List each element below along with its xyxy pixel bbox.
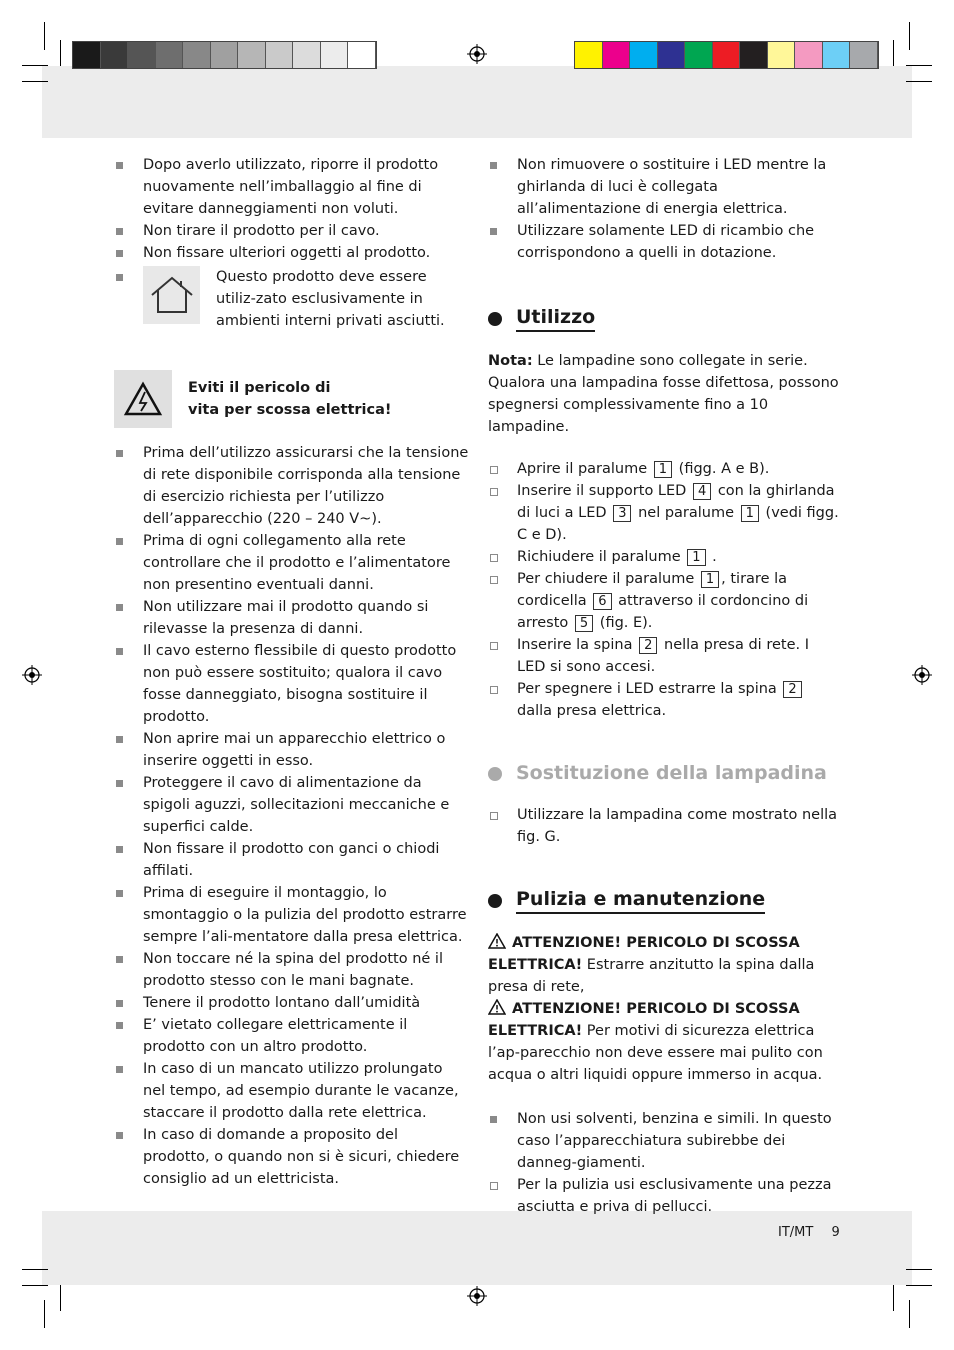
registration-mark-icon [467,1286,487,1306]
crop-mark [909,1300,910,1328]
part-number: 1 [741,505,759,522]
swatch [685,42,713,68]
list-item [114,772,469,838]
swatch [266,42,294,68]
list-item-text: Non tirare il prodotto per il cavo. [143,223,380,239]
part-number: 4 [693,483,711,500]
step-item [488,568,840,634]
swatch [156,42,184,68]
crop-mark [893,1285,894,1311]
list-item-text: Non fissare il prodotto con ganci o chiodi affilati. [143,841,440,879]
warning-text: Estrarre anzitutto la spina dalla presa di rete, [488,957,815,995]
registration-mark-icon [467,44,487,64]
list-item [114,948,469,992]
warning-bold: ATTENZIONE! PERICOLO DI SCOSSA ELETTRICA! [488,1001,800,1039]
step-item [488,678,840,722]
heading-bullet-icon [488,767,502,781]
swatch [713,42,741,68]
warning-text: Per motivi di sicurezza elettrica l’ap-parecchio non deve essere mai pulito con acqua o altri liquidi oppure immerso in acqua. [488,1023,823,1083]
part-number: 1 [687,549,705,566]
cleaning-warning-2 [488,998,840,1086]
swatch [823,42,851,68]
crop-mark [22,81,48,82]
list-item [488,154,840,220]
note-label: Nota: [488,353,533,369]
warning-triangle-icon [488,999,506,1015]
list-item-house [114,266,469,332]
swatch [183,42,211,68]
swatch [211,42,239,68]
list-item-text: Prima di ogni collegamento alla rete controllare che il prodotto e l’alimentatore non presentino eventuali danni. [143,533,451,593]
step-text: . [707,549,717,565]
swatch [238,42,266,68]
heading-text: Utilizzo [516,306,595,332]
list-item [114,596,469,640]
part-number: 5 [575,615,593,632]
step-item [488,804,840,848]
list-item [488,1108,840,1174]
list-item-text: Prima dell’utilizzo assicurarsi che la tensione di rete disponibile corrisponda alla tensione di esercizio richiesta per l’utilizzo dell’apparecchio (220 – 240 V~). [143,445,469,527]
list-item-text: Non utilizzare mai il prodotto quando si rilevasse la presenza di danni. [143,599,429,637]
swatch [795,42,823,68]
swatch [128,42,156,68]
swatch [603,42,631,68]
list-item-text: Non usi solventi, benzina e simili. In questo caso l’apparecchiatura subirebbe dei danneg-giamenti. [517,1111,832,1171]
crop-mark [60,1285,61,1311]
step-text: Inserire il supporto LED [517,483,691,499]
list-item [114,1014,469,1058]
step-text: Inserire la spina [517,637,638,653]
swatch [658,42,686,68]
step-text: Richiudere il paralume [517,549,686,565]
list-item [114,728,469,772]
swatch [101,42,129,68]
right-column [488,154,840,1218]
section-heading-sostituzione [488,762,840,786]
list-item-text: Non toccare né la spina del prodotto né il prodotto stesso con le mani bagnate. [143,951,443,989]
high-voltage-warning-icon [114,370,172,428]
cleaning-warning-1 [488,932,840,998]
note-text: Le lampadine sono collegate in serie. Qualora una lampadina fosse difettosa, possono spegnersi complessivamente fino a 10 lampadine. [488,353,839,435]
part-number: 1 [701,571,719,588]
top-band [42,66,912,138]
list-item [114,1058,469,1124]
section-heading-pulizia [488,888,840,914]
list-item-text: Non fissare ulteriori oggetti al prodotto. [143,245,431,261]
step-text: Per la pulizia usi esclusivamente una pezza asciutta e priva di pellucci. [517,1177,832,1215]
list-item-text: Dopo averlo utilizzato, riporre il prodotto nuovamente nell’imballaggio al fine di evitare danneggiamenti non voluti. [143,157,439,217]
swatch [740,42,768,68]
swatch [348,42,376,68]
part-number: 2 [639,637,657,654]
step-text: nella presa di rete. I LED si sono accesi. [517,637,809,675]
crop-mark [893,40,894,66]
part-number: 2 [783,681,801,698]
step-text: , tirare la cordicella [517,571,788,609]
step-item [488,546,840,568]
footer-language: IT/MT [778,1225,814,1240]
list-item [114,242,469,264]
step-text: nel paralume [633,505,739,521]
swatch [321,42,349,68]
crop-mark [22,1269,48,1270]
swatch [73,42,101,68]
step-item [488,480,840,546]
cmyk-swatch-bar [574,41,879,69]
crop-mark [60,40,61,66]
step-text: (vedi figg. C e D). [517,505,839,543]
list-item-text: Il cavo esterno flessibile di questo prodotto non può essere sostituito; qualora il cavo fosse danneggiato, bisogna sostituire il prodotto. [143,643,457,725]
list-item-text: In caso di un mancato utilizzo prolungato nel tempo, ad esempio durante le vacanze, staccare il prodotto dalla rete elettrica. [143,1061,459,1121]
crop-mark [909,22,910,50]
list-item-text: In caso di domande a proposito del prodotto, o quando non si è sicuri, chiedere consiglio ad un elettricista. [143,1127,460,1187]
crop-mark [906,81,932,82]
warning-triangle-icon [488,933,506,949]
list-item [114,640,469,728]
step-text: Utilizzare la lampadina come mostrato nella fig. G. [517,807,838,845]
list-item-text: Non aprire mai un apparecchio elettrico o inserire oggetti in esso. [143,731,446,769]
swatch [630,42,658,68]
crop-mark [44,22,45,50]
heading-bullet-icon [488,894,502,908]
house-icon [143,266,200,324]
step-text: Per chiudere il paralume [517,571,699,587]
list-item [114,530,469,596]
warning-title-line1: Eviti il pericolo di [188,380,331,396]
list-item [114,220,469,242]
step-text: (fig. E). [595,615,653,631]
list-item [114,442,469,530]
list-item-text: Tenere il prodotto lontano dall’umidità [143,995,421,1011]
list-item [114,838,469,882]
swatch [850,42,878,68]
heading-text: Sostituzione della lampadina [516,762,827,784]
swatch [293,42,321,68]
step-text: Aprire il paralume [517,461,652,477]
step-text: con la ghirlanda di luci a LED [517,483,835,521]
step-item [488,634,840,678]
list-item-text: Proteggere il cavo di alimentazione da spigoli aguzzi, sollecitazioni meccaniche e superfici calde. [143,775,450,835]
list-item [488,220,840,264]
list-item [114,154,469,220]
crop-mark [44,1300,45,1328]
warning-bold: ATTENZIONE! PERICOLO DI SCOSSA ELETTRICA! [488,935,800,973]
electric-shock-warning [114,370,469,428]
crop-mark [906,1269,932,1270]
indoor-use-text: Questo prodotto deve essere utiliz-zato esclusivamente in ambienti interni privati asciutti. [216,269,445,329]
list-item-text: Utilizzare solamente LED di ricambio che corrispondono a quelli in dotazione. [517,223,815,261]
list-item-text: Prima di eseguire il montaggio, lo smontaggio o la pulizia del prodotto estrarre sempre l’ali-mentatore dalla presa elettrica. [143,885,467,945]
step-text: (figg. A e B). [674,461,770,477]
note-paragraph [488,350,840,438]
page-number: 9 [831,1225,840,1240]
bottom-band [42,1211,912,1285]
registration-mark-icon [22,665,42,685]
heading-bullet-icon [488,312,502,326]
crop-mark [906,1285,932,1286]
crop-mark [22,1285,48,1286]
step-item [488,458,840,480]
step-text: attraverso il cordoncino di arresto [517,593,809,631]
gray-swatch-bar [72,41,377,69]
page-footer [778,1225,840,1240]
warning-title-line2: vita per scossa elettrica! [188,402,392,418]
list-item-text: E’ vietato collegare elettricamente il prodotto con un altro prodotto. [143,1017,408,1055]
step-text: Per spegnere i LED estrarre la spina [517,681,782,697]
registration-mark-icon [912,665,932,685]
list-item-text: Non rimuovere o sostituire i LED mentre la ghirlanda di luci è collegata all’alimentazione di energia elettrica. [517,157,827,217]
crop-mark [906,65,932,66]
part-number: 6 [593,593,611,610]
swatch [575,42,603,68]
left-column [114,154,469,1190]
part-number: 1 [654,461,672,478]
section-heading-utilizzo [488,306,840,332]
part-number: 3 [613,505,631,522]
list-item [114,992,469,1014]
heading-text: Pulizia e manutenzione [516,888,765,914]
step-text: dalla presa elettrica. [517,703,667,719]
swatch [768,42,796,68]
list-item [114,1124,469,1190]
crop-mark [22,65,48,66]
list-item [114,882,469,948]
step-item [488,1174,840,1218]
